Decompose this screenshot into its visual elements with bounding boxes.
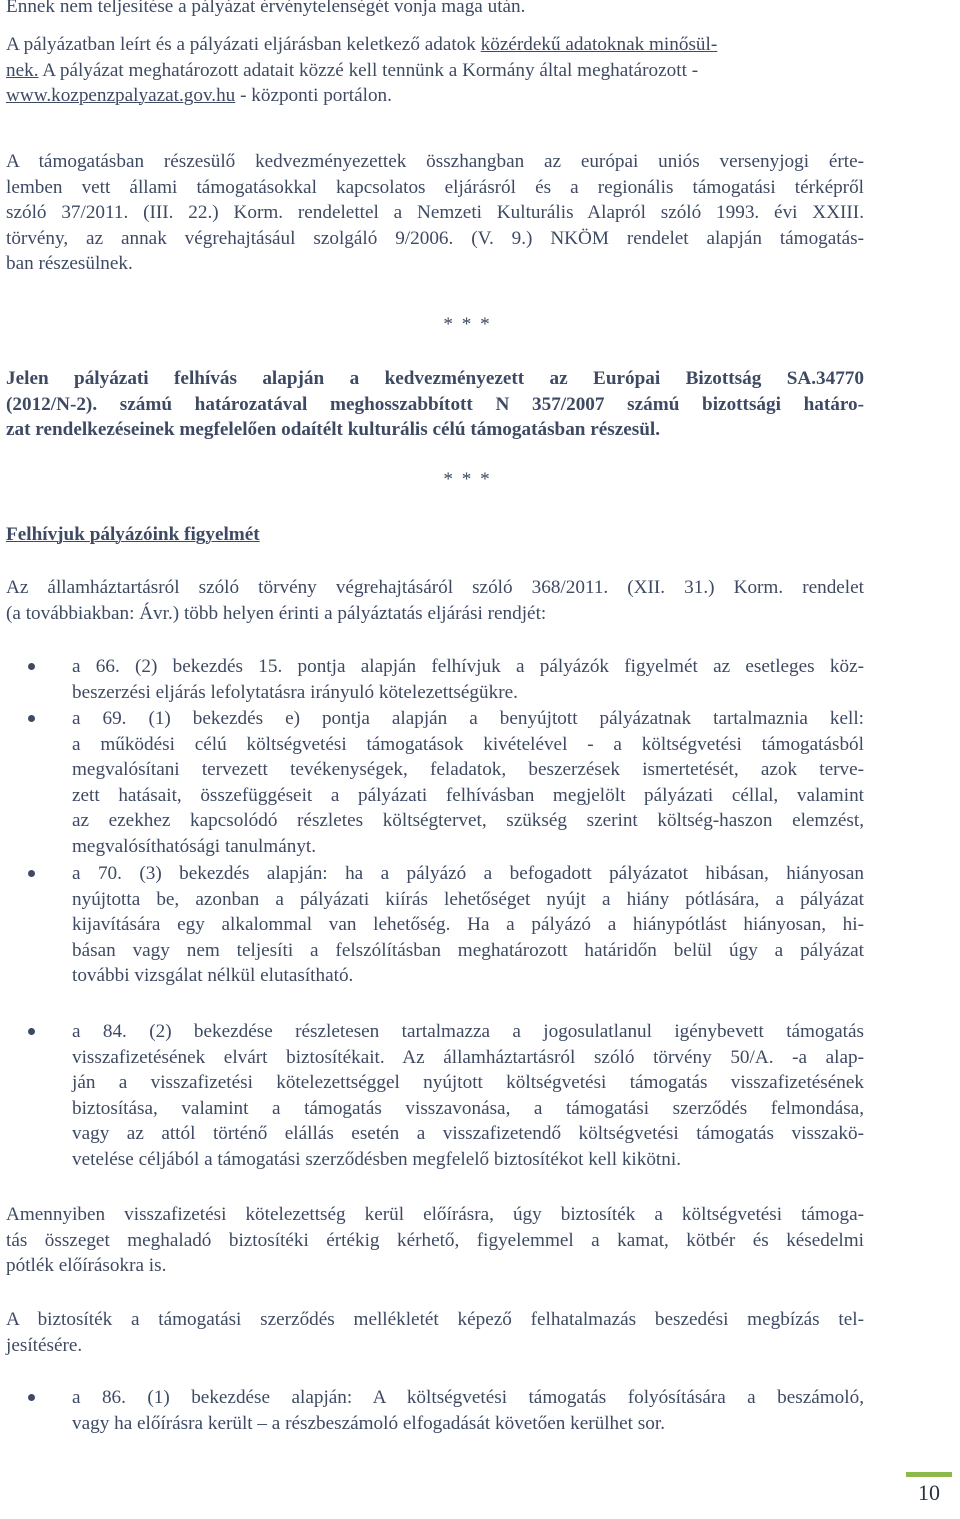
page-number: 10 — [918, 1480, 940, 1505]
bullet-icon — [28, 870, 35, 877]
line: biztosítása, valamint a támogatás visszavonása, a támogatási szerződés felmondása, — [72, 1097, 864, 1119]
line: lemben vett állami támogatásokkal kapcsolatos eljárásról és a regionális támogatási térképről — [6, 176, 864, 198]
section-separator: * * * — [443, 314, 492, 335]
line: szóló 37/2011. (III. 22.) Korm. rendelettel a Nemzeti Kulturális Alapról szóló 1993. évi XXIII. — [6, 202, 864, 223]
line: a 69. (1) bekezdés e) pontja alapján a benyújtott pályázatnak tartalmaznia kell: — [72, 708, 864, 729]
line: megvalósítani tervezett tevékenységek, feladatok, beszerzések ismertetését, azok terve- — [72, 759, 864, 780]
line: visszafizetésének elvárt biztosítékait. Az államháztartásról szóló törvény 50/A. -a alap- — [72, 1046, 864, 1068]
public-data-link-continued[interactable]: nek. — [6, 59, 39, 81]
line: tás összeget meghaladó biztosítéki értékig kérhető, figyelemmel a kamat, kötbér és késedelmi — [6, 1229, 864, 1251]
line: ján a visszafizetési kötelezettséggel nyújtott költségvetési támogatás visszafizetésének — [72, 1072, 864, 1093]
paragraph-state-aid — [6, 149, 864, 277]
paragraph-avr-intro — [6, 575, 864, 626]
line: A biztosíték a támogatási szerződés mellékletét képező felhatalmazás beszedési megbízás tel- — [6, 1309, 864, 1330]
page-number-box — [906, 1472, 952, 1512]
line: jesítésére. — [6, 1334, 83, 1356]
line: nyújtotta be, azonban a pályázati kiírás lehetőséget nyújt a hiány pótlására, a pályázat — [72, 888, 864, 910]
line: (a továbbiakban: Ávr.) több helyen érinti a pályáztatás eljárási rendjét: — [6, 602, 547, 624]
line: zett hatásait, összefüggéseit a pályázati felhívásban megjelölt pályázati céllal, valamint — [72, 784, 864, 806]
line: (2012/N-2). számú határozatával meghosszabbított N 357/2007 számú bizottsági határo- — [6, 393, 864, 415]
portal-link[interactable]: www.kozpenzpalyazat.gov.hu — [6, 85, 236, 106]
line: a működési célú költségvetési támogatások kivételével - a költségvetési támogatásból — [72, 733, 864, 755]
paragraph-commission-decision — [6, 366, 864, 443]
line: az ezekhez kapcsolódó részletes költségtervet, szükség szerint költség-haszon elemzést, — [72, 810, 864, 831]
bullet-icon — [28, 715, 35, 722]
line: vetelése céljából a támogatási szerződésben megfelelő biztosítékot kell kikötni. — [72, 1148, 681, 1170]
bullet-icon — [28, 1394, 35, 1401]
line: beszerzési eljárás lefolytatásra irányuló kötelezettségükre. — [72, 681, 518, 703]
text: A pályázatban leírt és a pályázati eljárásban keletkező adatok — [6, 34, 481, 55]
line: a 70. (3) bekezdés alapján: ha a pályázó a befogadott pályázatot hibásan, hiányosan — [72, 863, 864, 884]
line: A támogatásban részesülő kedvezményezettek összhangban az európai uniós versenyjogi érte- — [6, 151, 864, 172]
line: kijavítására egy alkalommal van lehetőség. Ha a pályázó a hiánypótlást hiányosan, hi- — [72, 914, 864, 935]
line: a 84. (2) bekezdése részletesen tartalmazza a jogosulatlanul igénybevett támogatás — [72, 1021, 864, 1042]
section-separator: * * * — [443, 469, 492, 490]
line: megvalósíthatósági tanulmányt. — [72, 835, 317, 857]
line: a 86. (1) bekezdése alapján: A költségvetési támogatás folyósítására a beszámoló, — [72, 1387, 864, 1408]
line: pótlék előírásokra is. — [6, 1255, 167, 1276]
page-number-accent-bar — [906, 1472, 952, 1477]
line: zat rendelkezéseinek megfelelően odaítélt kulturális célú támogatásban részesül. — [6, 419, 661, 440]
paragraph-attachment — [6, 1307, 864, 1358]
bullet-icon — [28, 663, 35, 670]
line: törvény, az annak végrehajtásául szolgáló 9/2006. (V. 9.) NKÖM rendelet alapján támogatás- — [6, 227, 864, 249]
text: A pályázat meghatározott adatait közzé kell tennünk a Kormány által meghatározott - — [38, 59, 699, 81]
line: básan vagy nem teljesíti a felszólításban meghatározott határidőn belül úgy a pályázat — [72, 939, 864, 961]
line: vagy ha előírásra került – a részbeszámoló elfogadását követően kerülhet sor. — [72, 1412, 665, 1434]
line: Az államháztartásról szóló törvény végrehajtásáról szóló 368/2011. (XII. 31.) Korm. rendelet — [6, 577, 864, 598]
line: további vizsgálat nélkül elutasítható. — [72, 965, 354, 986]
paragraph-public-data — [6, 32, 864, 109]
bullet-icon — [28, 1028, 35, 1035]
line: vagy az attól történő elállás esetén a visszafizetendő költségvetési támogatás visszakö- — [72, 1123, 864, 1144]
section-heading: Felhívjuk pályázóink figyelmét — [6, 524, 260, 545]
line: Amennyiben visszafizetési kötelezettség kerül előírásra, úgy biztosíték a költségvetési támoga- — [6, 1204, 864, 1225]
text: - központi portálon. — [235, 85, 392, 106]
paragraph-guarantee — [6, 1202, 864, 1279]
paragraph-invalidity: Ennek nem teljesítése a pályázat érvénytelenségét vonja maga után. — [6, 0, 526, 17]
line: a 66. (2) bekezdés 15. pontja alapján felhívjuk a pályázók figyelmét az esetleges köz- — [72, 656, 864, 677]
line: ban részesülnek. — [6, 253, 133, 274]
line: Jelen pályázati felhívás alapján a kedvezményezett az Európai Bizottság SA.34770 — [6, 368, 864, 389]
public-data-link[interactable]: közérdekű adatoknak minősül- — [480, 34, 718, 55]
